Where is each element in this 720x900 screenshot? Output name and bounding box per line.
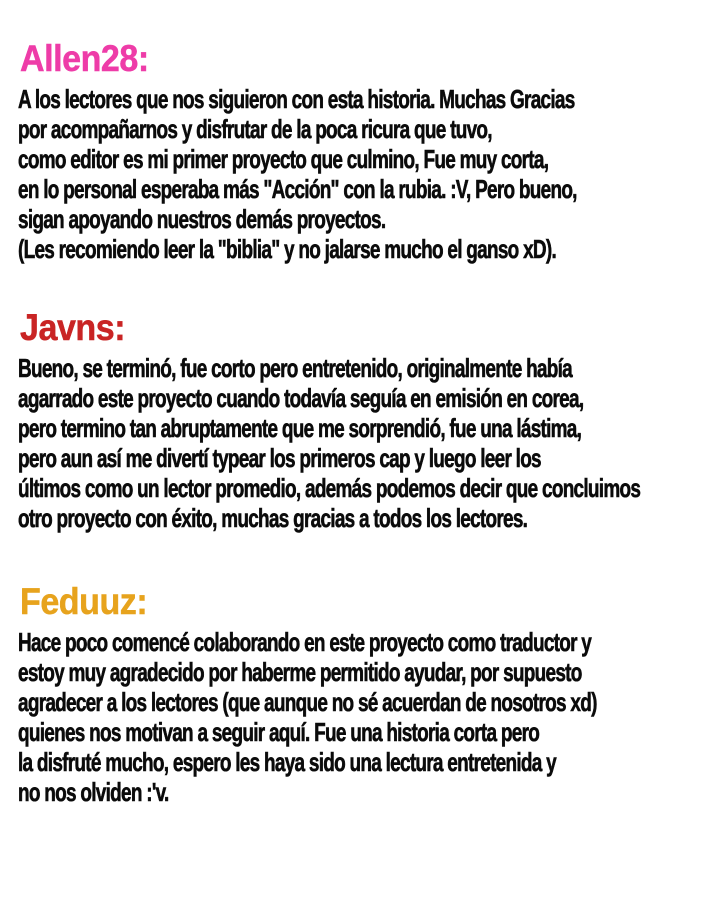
credit-line: últimos como un lector promedio, además podemos decir que concluimos [18, 473, 641, 503]
credit-line: pero aun así me divertí typear los primeros cap y luego leer los [18, 443, 541, 473]
credit-line: por acompañarnos y disfrutar de la poca ricura que tuvo, [18, 114, 492, 144]
credit-line: la disfruté mucho, espero les haya sido una lectura entretenida y [18, 747, 556, 777]
section-feduuz [18, 583, 718, 807]
author-heading-allen28: Allen28: [20, 38, 149, 79]
credit-line: estoy muy agradecido por haberme permitido ayudar, por supuesto [18, 657, 582, 687]
credit-line: no nos olviden :'v. [18, 777, 169, 807]
section-javns [18, 309, 718, 533]
credit-line: A los lectores que nos siguieron con esta historia. Muchas Gracias [18, 84, 575, 114]
author-heading-feduuz: Feduuz: [20, 581, 148, 622]
credit-paragraph [18, 627, 720, 807]
credit-line: (Les recomiendo leer la "biblia" y no jalarse mucho el ganso xD). [18, 234, 557, 264]
credit-line: agradecer a los lectores (que aunque no sé acuerdan de nosotros xd) [18, 687, 597, 717]
section-allen28 [18, 40, 718, 264]
author-heading-javns: Javns: [20, 307, 126, 348]
credit-line: otro proyecto con éxito, muchas gracias a todos los lectores. [18, 503, 528, 533]
credit-paragraph [18, 353, 720, 533]
credit-line: como editor es mi primer proyecto que culmino, Fue muy corta, [18, 144, 549, 174]
credit-line: en lo personal esperaba más "Acción" con la rubia. :V, Pero bueno, [18, 174, 577, 204]
credit-paragraph [18, 84, 720, 264]
credit-line: Hace poco comencé colaborando en este proyecto como traductor y [18, 627, 592, 657]
credit-line: quienes nos motivan a seguir aquí. Fue una historia corta pero [18, 717, 540, 747]
credit-line: sigan apoyando nuestros demás proyectos. [18, 204, 386, 234]
credit-line: Bueno, se terminó, fue corto pero entretenido, originalmente había [18, 353, 572, 383]
credit-line: pero termino tan abruptamente que me sorprendió, fue una lástima, [18, 413, 582, 443]
credit-line: agarrado este proyecto cuando todavía seguía en emisión en corea, [18, 383, 584, 413]
